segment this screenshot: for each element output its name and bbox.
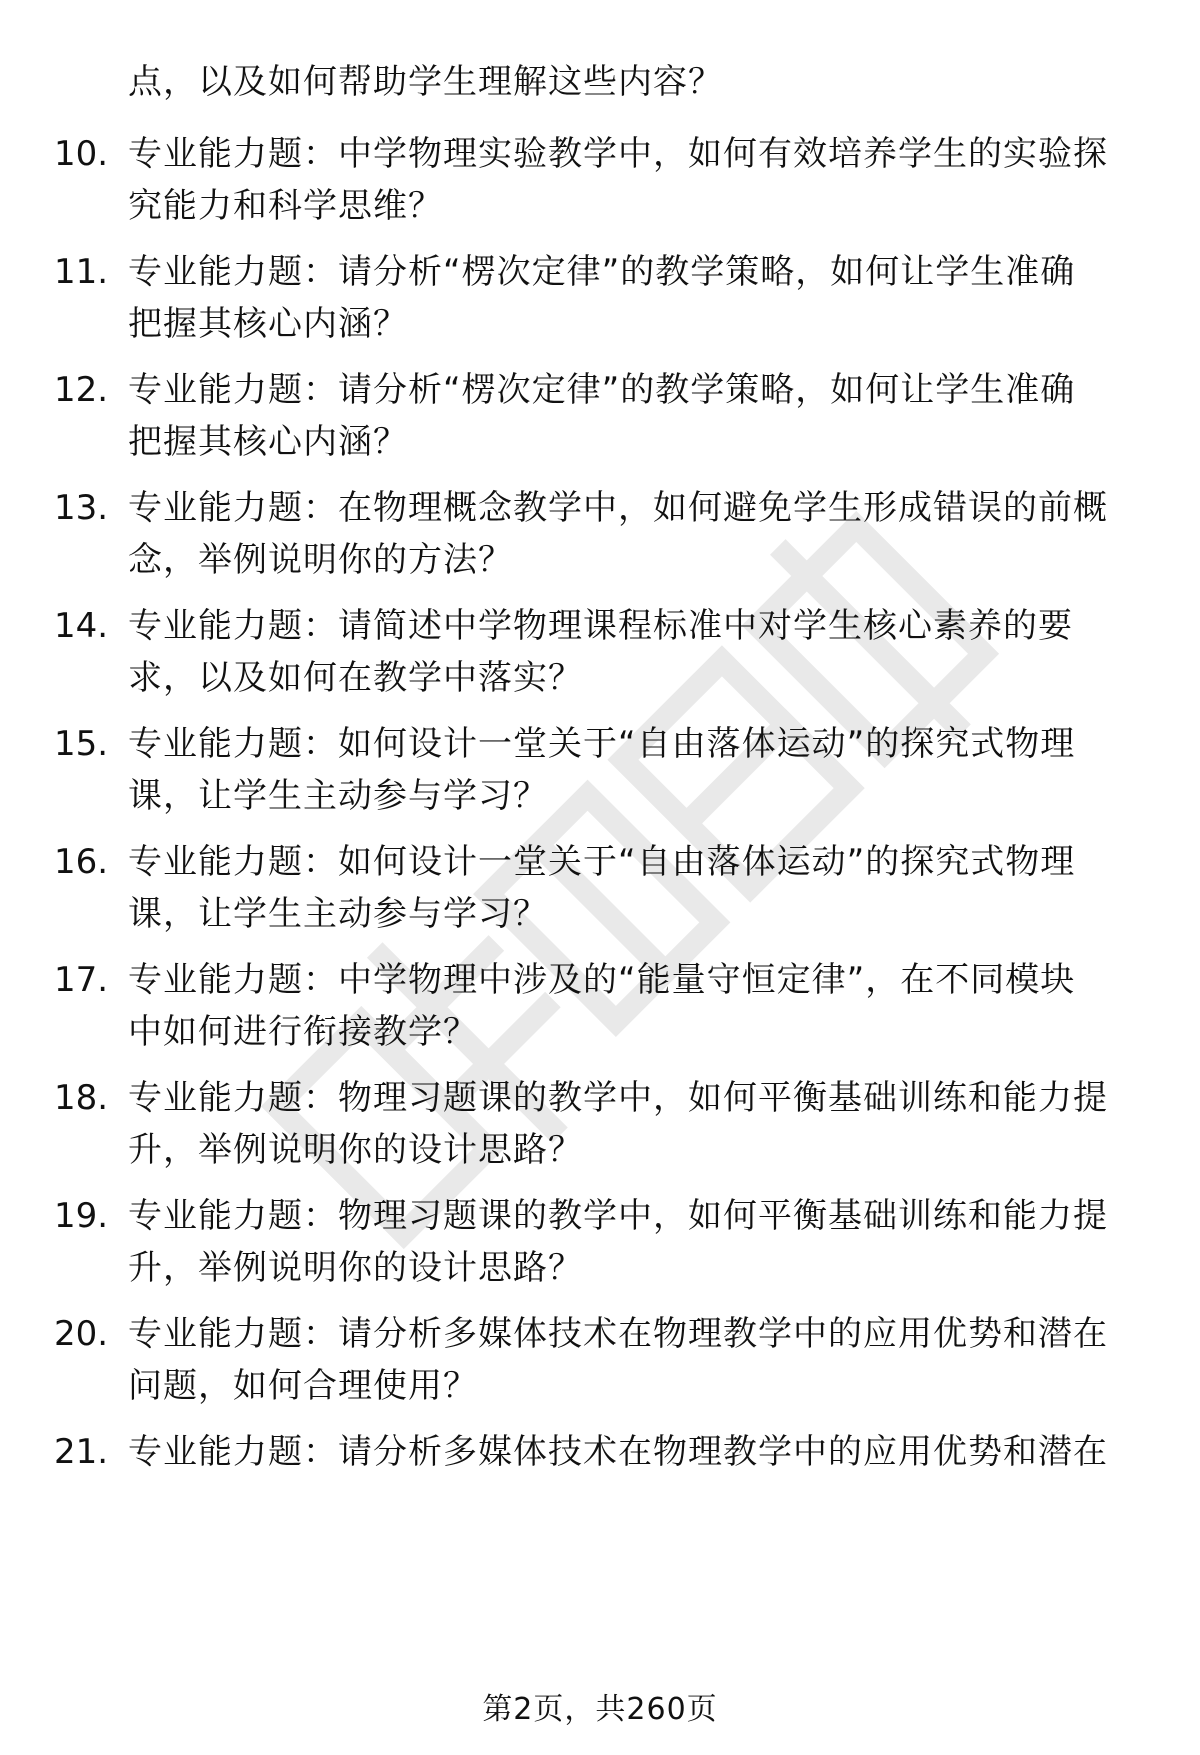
list-item [0, 718, 1200, 828]
question-line: 中如何进行衔接教学？ [128, 1012, 478, 1052]
question-line: 专业能力题：物理习题课的教学中，如何平衡基础训练和能力提 [128, 1078, 1108, 1118]
question-number: 16. [54, 842, 109, 882]
question-text [128, 600, 1140, 704]
question-text [128, 364, 1140, 468]
list-item [0, 836, 1200, 946]
continued-question-text: 点，以及如何帮助学生理解这些内容？ [128, 62, 723, 102]
question-line: 专业能力题：如何设计一堂关于“自由落体运动”的探究式物理 [128, 724, 1076, 764]
question-line: 把握其核心内涵？ [128, 304, 408, 344]
question-text [128, 1308, 1140, 1412]
question-number: 12. [54, 370, 109, 410]
page-footer: 第2页，共260页 [482, 1692, 718, 1727]
question-line: 课，让学生主动参与学习？ [128, 894, 548, 934]
question-text [128, 246, 1140, 350]
question-number: 21. [54, 1432, 109, 1472]
question-text [128, 718, 1140, 822]
question-line: 专业能力题：请分析多媒体技术在物理教学中的应用优势和潜在 [128, 1432, 1108, 1472]
list-item [0, 954, 1200, 1064]
question-line: 专业能力题：请分析“楞次定律”的教学策略，如何让学生准确 [128, 370, 1076, 410]
question-line: 专业能力题：请简述中学物理课程标准中对学生核心素养的要 [128, 606, 1073, 646]
question-number: 17. [54, 960, 109, 1000]
question-number: 19. [54, 1196, 109, 1236]
question-line: 专业能力题：如何设计一堂关于“自由落体运动”的探究式物理 [128, 842, 1076, 882]
question-text [128, 128, 1140, 232]
question-line: 念，举例说明你的方法？ [128, 540, 513, 580]
question-line: 专业能力题：请分析“楞次定律”的教学策略，如何让学生准确 [128, 252, 1076, 292]
question-text [128, 954, 1140, 1058]
question-line: 课，让学生主动参与学习？ [128, 776, 548, 816]
question-text [128, 1426, 1140, 1478]
question-number: 18. [54, 1078, 109, 1118]
question-line: 专业能力题：在物理概念教学中，如何避免学生形成错误的前概 [128, 488, 1108, 528]
list-item [0, 1308, 1200, 1418]
list-item [0, 128, 1200, 238]
question-line: 升，举例说明你的设计思路？ [128, 1248, 583, 1288]
question-number: 15. [54, 724, 109, 764]
list-item [0, 364, 1200, 474]
list-item [0, 1072, 1200, 1182]
list-item [0, 600, 1200, 710]
question-line: 专业能力题：中学物理中涉及的“能量守恒定律”，在不同模块 [128, 960, 1076, 1000]
question-number: 20. [54, 1314, 109, 1354]
question-text [128, 836, 1140, 940]
question-line: 问题，如何合理使用？ [128, 1366, 478, 1406]
list-item [0, 1426, 1200, 1486]
list-item [0, 1190, 1200, 1300]
question-line: 究能力和科学思维？ [128, 186, 443, 226]
question-line: 升，举例说明你的设计思路？ [128, 1130, 583, 1170]
question-line: 专业能力题：物理习题课的教学中，如何平衡基础训练和能力提 [128, 1196, 1108, 1236]
question-text [128, 1072, 1140, 1176]
question-number: 11. [54, 252, 109, 292]
list-item [0, 482, 1200, 592]
question-line: 专业能力题：中学物理实验教学中，如何有效培养学生的实验探 [128, 134, 1108, 174]
question-line: 把握其核心内涵？ [128, 422, 408, 462]
question-number: 10. [54, 134, 109, 174]
question-text [128, 1190, 1140, 1294]
question-number: 13. [54, 488, 109, 528]
question-line: 专业能力题：请分析多媒体技术在物理教学中的应用优势和潜在 [128, 1314, 1108, 1354]
list-item [0, 246, 1200, 356]
question-number: 14. [54, 606, 109, 646]
question-line: 求，以及如何在教学中落实？ [128, 658, 583, 698]
question-text [128, 482, 1140, 586]
